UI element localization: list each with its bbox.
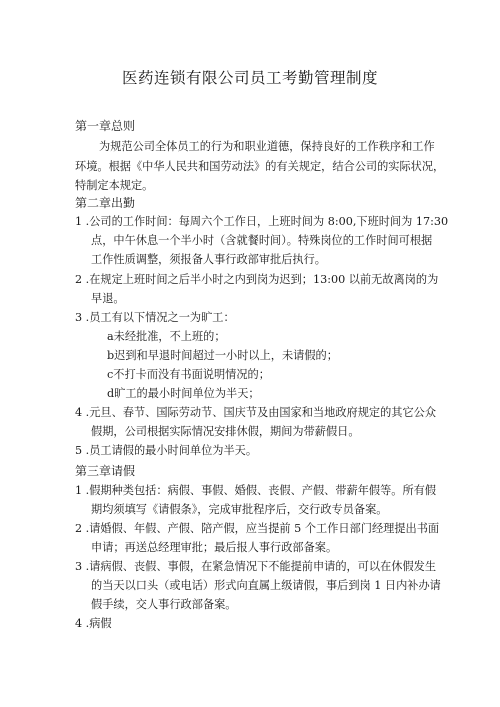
chapter2-item3-sub-a: a未经批准，不上班的； <box>107 330 226 343</box>
chapter2-item2-line1: 2 .在规定上班时间之后半小时之内到岗为迟到；13:00 以前无故离岗的为 <box>75 273 439 286</box>
chapter2-item3-sub-b: b迟到和早退时间超过一小时以上，未请假的； <box>107 349 338 362</box>
chapter2-item4-line2: 假期，公司根据实际情况安排休假，期间为带薪假日。 <box>91 425 360 438</box>
chapter3-item3-line2: 的当天以口头（或电话）形式向直属上级请假，事后到岗 1 日内补办请 <box>91 579 441 592</box>
chapter3-heading: 第三章请假 <box>75 464 136 478</box>
chapter3-item2-line2: 申请；再送总经理审批；最后报人事行政部备案。 <box>91 541 338 554</box>
chapter3-item3-line1: 3 .请病假、丧假、事假，在紧急情况下不能提前申请的，可以在休假发生 <box>75 560 437 573</box>
chapter2-item1-line2: 点，中午休息一个半小时（含就餐时间）。特殊岗位的工作时间可根据 <box>91 234 433 247</box>
chapter3-item1-line1: 1 .假期种类包括：病假、事假、婚假、丧假、产假、带薪年假等。所有假 <box>75 484 437 497</box>
chapter2-item3-sub-c: c不打卡而没有书面说明情况的； <box>107 368 270 381</box>
chapter3-item2-line1: 2 .请婚假、年假、产假、陪产假，应当提前 5 个工作日部门经理提出书面 <box>75 522 440 535</box>
chapter2-item5-line1: 5 .员工请假的最小时间单位为半天。 <box>75 444 258 457</box>
chapter3-item3-line3: 假手续，交人事行政部备案。 <box>91 598 237 611</box>
chapter2-item3-sub-d: d旷工的最小时间单位为半天； <box>107 387 260 400</box>
chapter2-item3-line1: 3 .员工有以下情况之一为旷工： <box>75 311 235 324</box>
document-title: 医药连锁有限公司员工考勤管理制度 <box>121 69 378 87</box>
chapter3-item1-line2: 期均须填写《请假条》，完成审批程序后，交行政专员备案。 <box>91 503 388 516</box>
chapter2-item1-line1: 1 .公司的工作时间：每周六个工作日，上班时间为 8:00,下班时间为 17:30 <box>75 215 449 228</box>
chapter2-item2-line2: 早退。 <box>91 292 125 305</box>
chapter2-item1-line3: 工作性质调整，须报备人事行政部审批后执行。 <box>91 253 326 266</box>
chapter3-item4-line1: 4 .病假 <box>75 617 112 630</box>
chapter1-paragraph-line1: 为规范公司全体员工的行为和职业道德，保持良好的工作秩序和工作 <box>99 140 435 153</box>
chapter1-heading: 第一章总则 <box>75 119 136 133</box>
chapter2-heading: 第二章出勤 <box>75 196 136 210</box>
chapter1-paragraph-line3: 特制定本规定。 <box>75 179 154 192</box>
chapter2-item4-line1: 4 .元旦、春节、国际劳动节、国庆节及由国家和当地政府规定的其它公众 <box>75 406 437 419</box>
chapter1-paragraph-line2: 环境。根据《中华人民共和国劳动法》的有关规定，结合公司的实际状况， <box>75 160 445 173</box>
